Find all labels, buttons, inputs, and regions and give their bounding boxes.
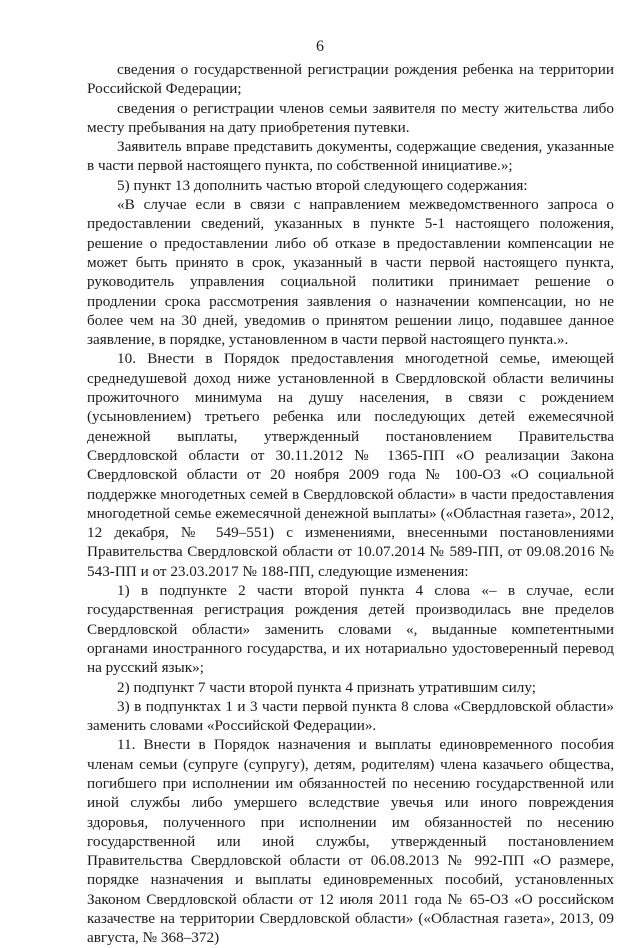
paragraph-birth-registration-info: сведения о государственной регистрации рождения ребенка на территории Российской Федерации; bbox=[87, 61, 614, 98]
paragraph-subitem-3: 3) в подпунктах 1 и 3 части первой пункта 8 слова «Свердловской области» заменить словами «Российской Федерации». bbox=[87, 697, 614, 735]
paragraph-family-registration-info: сведения о регистрации членов семьи заявителя по месту жительства либо месту пребывания на дату приобретения путевки. bbox=[87, 99, 614, 136]
paragraph-item-5: 5) пункт 13 дополнить частью второй следующего содержания: bbox=[117, 176, 528, 194]
document-body bbox=[87, 60, 614, 948]
paragraph-section-10: 10. Внести в Порядок предоставления многодетной семье, имеющей среднедушевой доход ниже установленной в Свердловской области величины прожиточного минимума на душу населения, в связи с рождением (усыновлением) третьего ребенка или последующих детей ежемесячной денежной выплаты, утвержденный постановлением Правительства Свердловской области от 30.11.2012 № 1365-ПП «О реализации Закона Свердловской области от 20 ноября 2009 года № 100-ОЗ «О социальной поддержке многодетных семей в Свердловской области» в части предоставления многодетной семье ежемесячной денежной выплаты» («Областная газета», 2012, 12 декабря, № 549–551) с изменениями, внесенными постановлениями Правительства Свердловской области от 10.07.2014 № 589-ПП, от 09.08.2016 № 543-ПП и от 23.03.2017 № 188-ПП, следующие изменения: bbox=[87, 350, 614, 580]
paragraph-quoted-amendment: «В случае если в связи с направлением межведомственного запроса о предоставлении сведений, указанных в пункте 5-1 настоящего положения, решение о предоставлении либо об отказе в предоставлении компенсации не может быть принято в срок, указанный в части первой настоящего пункта, руководитель управления социальной политики принимает решение о продлении срока рассмотрения заявления о назначении компенсации, но не более чем на 30 дней, уведомив о принятом решении лицо, подавшее данное заявление, в порядке, установленном в части первой настоящего пункта.». bbox=[87, 196, 614, 349]
paragraph-section-11: 11. Внести в Порядок назначения и выплаты единовременного пособия членам семьи (супруге (супругу), детям, родителям) члена казачьего общества, погибшего при исполнении им обязанностей по несению государственной или иной службы либо умершего вследствие увечья или иного повреждения здоровья, полученного при исполнении им обязанностей по несению государственной или иной службы, утвержденный постановлением Правительства Свердловской области от 06.08.2013 № 992-ПП «О размере, порядке назначения и выплаты единовременных пособий, установленных Законом Свердловской области от 12 июля 2011 года № 65-ОЗ «О российском казачестве на территории Свердловской области» («Областная газета», 2013, 09 августа, № 368–372) bbox=[87, 736, 614, 947]
paragraph-subitem-2: 2) подпункт 7 части второй пункта 4 признать утратившим силу; bbox=[117, 678, 536, 696]
paragraph-subitem-1: 1) в подпункте 2 части второй пункта 4 слова «– в случае, если государственная регистрация рождения детей производилась вне пределов Свердловской области» заменить словами «, выданные компетентными органами иностранного государства, и их нотариально удостоверенный перевод на русский язык»; bbox=[87, 582, 614, 677]
page-number: 6 bbox=[316, 38, 324, 55]
paragraph-applicant-right: Заявитель вправе представить документы, содержащие сведения, указанные в части первой настоящего пункта, по собственной инициативе.»; bbox=[87, 138, 614, 175]
